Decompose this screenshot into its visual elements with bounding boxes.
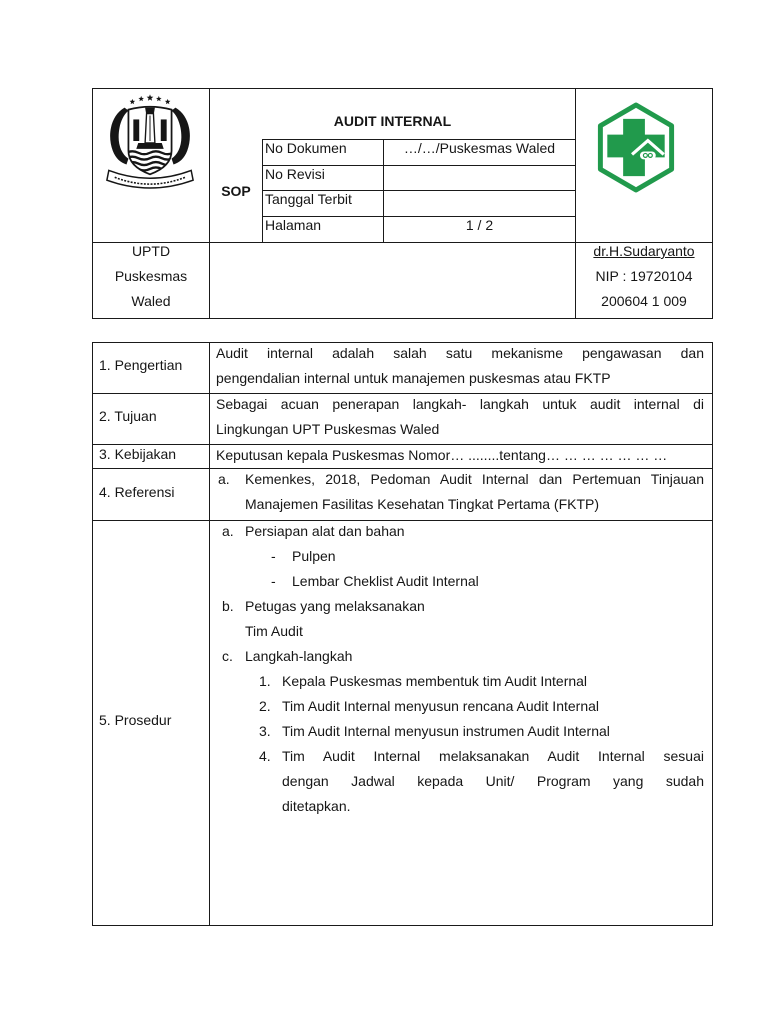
section-row-pengertian [93,343,712,393]
procedure-step [216,719,704,744]
text-line: Lingkungan UPT Puskesmas Waled [216,421,440,437]
field-label: Tanggal Terbit [263,191,384,216]
emblem-tower-cap [145,108,155,114]
signer-name: dr.H.Sudaryanto [593,243,695,259]
text-line: Kepala Puskesmas membentuk tim Audit Internal [282,673,588,689]
procedure-item-detail: Tim Audit [245,623,303,639]
step-number: 3. [259,723,271,739]
document-title: AUDIT INTERNAL [333,113,452,129]
procedure-item-text: Persiapan alat dan bahan [245,523,405,539]
list-marker: c. [222,648,233,664]
emblem-pillar-left [133,119,139,141]
sop-header-table [92,88,713,319]
text-line: Tim Audit Internal menyusun instrumen Audit Internal [282,723,610,739]
list-marker: a. [218,471,230,487]
text-line: Kemenkes, 2018, Pedoman Audit Internal dan Pertemuan Tinjauan [245,471,704,487]
field-label: No Dokumen [263,140,384,165]
organization-line: Waled [131,293,171,309]
section-row-prosedur [93,520,712,925]
field-row-tanggal-terbit [263,190,575,216]
text-line: Manajemen Fasilitas Kesehatan Tingkat Pertama (FKTP) [245,496,600,512]
section-label: 1. Pengertian [93,343,210,393]
section-label: 2. Tujuan [93,394,210,444]
section-content [210,469,712,520]
list-marker: - [271,548,276,564]
procedure-item [216,644,704,669]
text-line: dengan Jadwal kepada Unit/ Program yang sudah [282,773,704,789]
emblem-wing-right [172,108,190,165]
field-row-no-dokumen [263,139,575,165]
list-marker: - [271,573,276,589]
header-left-logo-cell [93,89,210,242]
organization-line: UPTD [131,243,171,259]
regency-coat-of-arms-icon [100,92,200,190]
text-line: Tim Audit Internal menyusun rencana Audit Internal [282,698,599,714]
text-line: Sebagai acuan penerapan langkah- langkah untuk audit internal di [216,396,704,412]
emblem-pillar-right [161,119,167,141]
text-line: Keputusan kepala Puskesmas Nomor… ........tentang… … … … … … … [216,447,668,463]
list-marker: b. [222,598,234,614]
step-number: 2. [259,698,271,714]
procedure-item-text: Petugas yang melaksanakan [245,598,425,614]
text-line: Audit internal adalah salah satu mekanisme pengawasan dan [216,345,704,361]
organization-name [93,242,209,318]
list-marker: a. [222,523,234,539]
puskesmas-cross-hexagon-icon [597,102,675,193]
signer-nip-continued: 200604 1 009 [601,293,687,309]
procedure-subitem [216,569,704,594]
procedure-step [216,694,704,719]
field-row-no-revisi [263,165,575,190]
organization-line: Puskesmas [114,268,188,284]
procedure-step [216,669,704,694]
field-label: Halaman [263,217,384,242]
section-content [210,521,712,925]
section-row-kebijakan [93,444,712,468]
section-content [210,445,712,468]
procedure-step [216,744,704,819]
text-line: Tim Audit Internal melaksanakan Audit Internal sesuai [282,748,704,764]
section-row-referensi [93,468,712,520]
procedure-subitem-text: Pulpen [292,548,336,564]
step-number: 4. [259,748,271,764]
section-label: 3. Kebijakan [93,445,210,468]
field-value [384,191,575,216]
procedure-item [216,519,704,544]
header-right-logo-cell [575,89,712,242]
field-value: 1 / 2 [465,217,494,233]
section-label: 5. Prosedur [93,521,210,925]
signer-block [576,242,712,318]
field-row-halaman [263,216,575,242]
signer-nip: NIP : 19720104 [595,268,693,284]
emblem-tower-base [136,143,163,149]
sop-label: SOP [210,139,263,242]
emblem-wing-left [110,108,128,165]
header-empty-cell [209,242,576,318]
field-label: No Revisi [263,166,384,190]
procedure-subitem [216,544,704,569]
procedure-subitem-text: Lembar Cheklist Audit Internal [292,573,479,589]
procedure-item [216,594,704,619]
section-content [210,343,712,393]
emblem-stars [130,94,171,104]
text-line: ditetapkan. [282,798,351,814]
section-content [210,394,712,444]
text-line: pengendalian internal untuk manajemen puskesmas atau FKTP [216,370,611,386]
reference-item [216,467,704,517]
sop-content-table [92,342,713,926]
field-value [384,166,575,190]
section-row-tujuan [93,393,712,444]
section-label: 4. Referensi [93,469,210,520]
step-number: 1. [259,673,271,689]
procedure-item-text: Langkah-langkah [245,648,353,664]
field-value: …/…/Puskesmas Waled [403,140,556,156]
